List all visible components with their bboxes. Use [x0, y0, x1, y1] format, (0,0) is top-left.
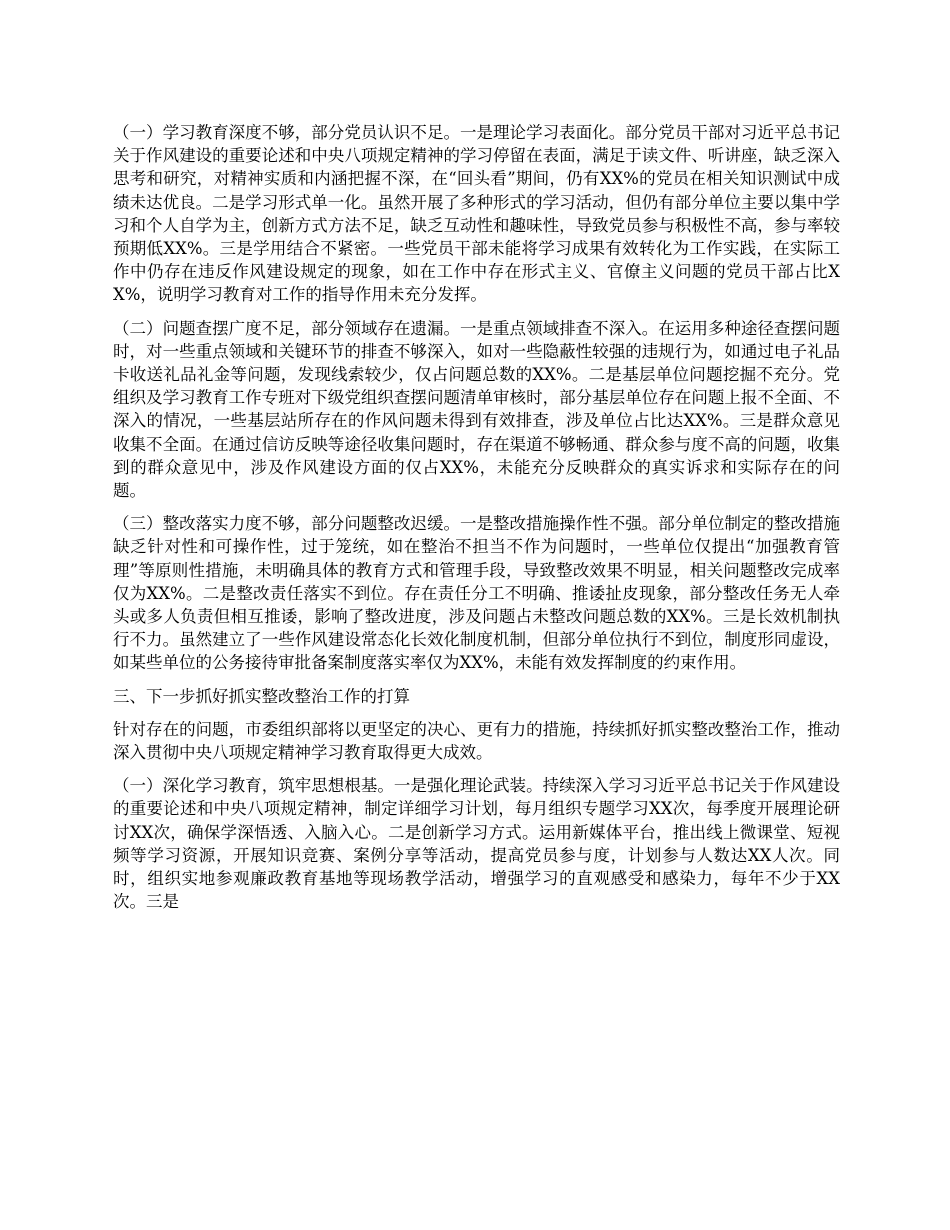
paragraph-rectification-strength: （三）整改落实力度不够，部分问题整改迟缓。一是整改措施操作性不强。部分单位制定的整改措施缺乏针对性和可操作性，过于笼统，如在整治不担当不作为问题时，一些单位仅提出“加强教育管理”等原则性措施，未明确具体的教育方式和管理手段，导致整改效果不明显，相关问题整改完成率仅为XX%。二是整改责任落实不到位。存在责任分工不明确、推诿扯皮现象，部分整改任务无人牵头或多人负责但相互推诿，影响了整改进度，涉及问题占未整改问题总数的XX%。三是长效机制执行不力。虽然建立了一些作风建设常态化长效化制度机制，但部分单位执行不到位，制度形同虚设，如某些单位的公务接待审批备案制度落实率仅为XX%，未能有效发挥制度的约束作用。 [113, 514, 840, 673]
document-body [113, 121, 840, 924]
paragraph-intro-next-steps: 针对存在的问题，市委组织部将以更坚定的决心、更有力的措施，持续抓好抓实整改整治工作，推动深入贯彻中央八项规定精神学习教育取得更大成效。 [113, 719, 840, 763]
paragraph-study-depth: （一）学习教育深度不够，部分党员认识不足。一是理论学习表面化。部分党员干部对习近平总书记关于作风建设的重要论述和中央八项规定精神的学习停留在表面，满足于读文件、听讲座，缺乏深入思考和研究，对精神实质和内涵把握不深，在“回头看”期间，仍有XX%的党员在相关知识测试中成绩未达优良。二是学习形式单一化。虽然开展了多种形式的学习活动，但仍有部分单位主要以集中学习和个人自学为主，创新方式方法不足，缺乏互动性和趣味性，导致党员参与积极性不高，参与率较预期低XX%。三是学用结合不紧密。一些党员干部未能将学习成果有效转化为工作实践，在实际工作中仍存在违反作风建设规定的现象，如在工作中存在形式主义、官僚主义问题的党员干部占比XX%，说明学习教育对工作的指导作用未充分发挥。 [113, 123, 840, 305]
paragraph-problem-breadth: （二）问题查摆广度不足，部分领域存在遗漏。一是重点领域排查不深入。在运用多种途径查摆问题时，对一些重点领域和关键环节的排查不够深入，如对一些隐蔽性较强的违规行为，如通过电子礼品卡收送礼品礼金等问题，发现线索较少，仅占问题总数的XX%。二是基层单位问题挖掘不充分。党组织及学习教育工作专班对下级党组织查摆问题清单审核时，部分基层单位存在问题上报不全面、不深入的情况，一些基层站所存在的作风问题未得到有效排查，涉及单位占比达XX%。三是群众意见收集不全面。在通过信访反映等途径收集问题时，存在渠道不够畅通、群众参与度不高的问题，收集到的群众意见中，涉及作风建设方面的仅占XX%，未能充分反映群众的真实诉求和实际存在的问题。 [113, 318, 840, 501]
paragraph-deepen-study: （一）深化学习教育，筑牢思想根基。一是强化理论武装。持续深入学习习近平总书记关于作风建设的重要论述和中央八项规定精神，制定详细学习计划，每月组织专题学习XX次，每季度开展理论研讨XX次，确保学深悟透、入脑入心。二是创新学习方式。运用新媒体平台，推出线上微课堂、短视频等学习资源，开展知识竞赛、案例分享等活动，提高党员参与度，计划参与人数达XX人次。同时，组织实地参观廉政教育基地等现场教学活动，增强学习的直观感受和感染力，每年不少于XX次。三是 [113, 776, 840, 912]
section-heading-next-steps: 三、下一步抓好抓实整改整治工作的打算 [113, 686, 410, 706]
